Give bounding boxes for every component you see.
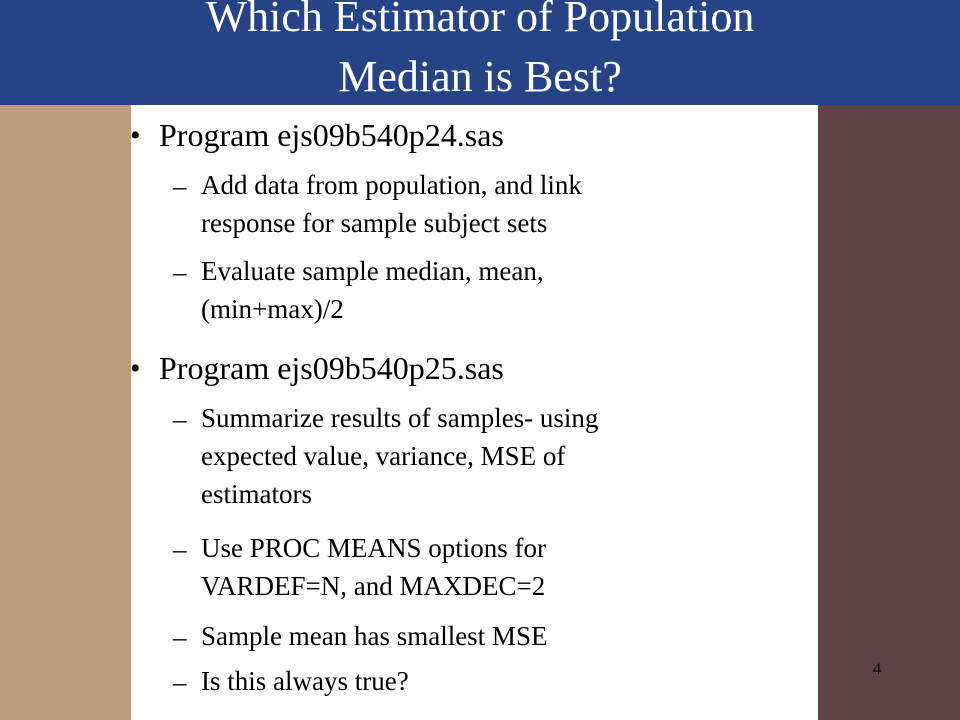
dash-marker: –: [173, 667, 187, 697]
dash-marker: –: [173, 404, 187, 434]
dash-marker: –: [173, 534, 187, 564]
sub-item-text: estimators: [201, 479, 312, 509]
sub-item-text: (min+max)/2: [201, 294, 344, 324]
bullet-marker: •: [130, 352, 141, 385]
sub-item-text: Is this always true?: [201, 666, 409, 696]
page-number: 4: [873, 661, 881, 678]
sub-item-text: Summarize results of samples- using: [201, 403, 599, 433]
sub-item-text: Sample mean has smallest MSE: [201, 621, 548, 651]
slide-title-line-2: Median is Best?: [338, 52, 622, 101]
bullet-marker: •: [130, 119, 141, 152]
sub-item-text: VARDEF=N, and MAXDEC=2: [201, 571, 546, 601]
dash-marker: –: [173, 622, 187, 652]
sub-item-text: Evaluate sample median, mean,: [201, 256, 544, 286]
sub-item-text: Add data from population, and link: [201, 170, 582, 200]
sub-item-text: response for sample subject sets: [201, 208, 548, 238]
dash-marker: –: [173, 257, 187, 287]
sub-item-text: Use PROC MEANS options for: [201, 533, 547, 563]
bullet-text: Program ejs09b540p25.sas: [159, 350, 504, 386]
dash-marker: –: [173, 171, 187, 201]
sub-item-text: expected value, variance, MSE of: [201, 441, 566, 471]
bullet-text: Program ejs09b540p24.sas: [159, 117, 504, 153]
slide-title-line-1: Which Estimator of Population: [205, 0, 755, 41]
